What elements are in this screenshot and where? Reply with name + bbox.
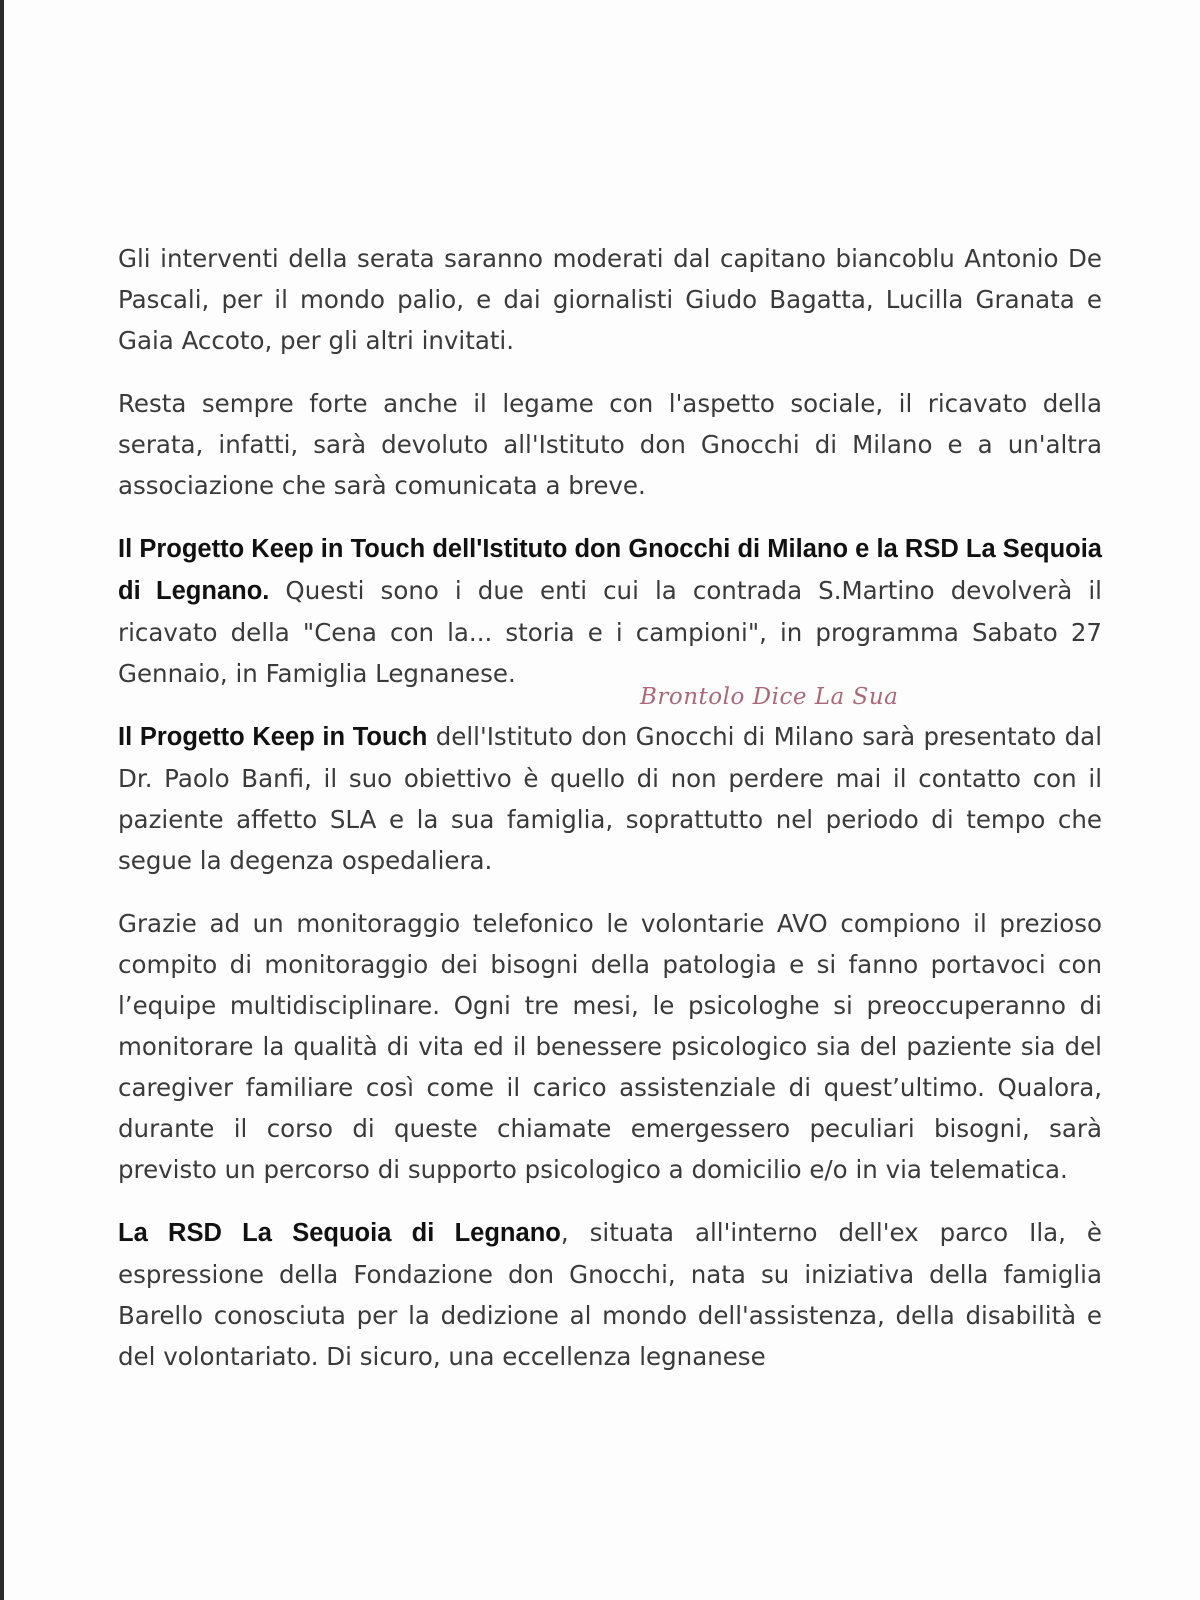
paragraph-text: , situata all'interno dell'ex parco Ila, è espressione della Fondazione don Gnocchi, nata su iniziativa della famiglia Barello conosciuta per la dedizione al mondo dell'assistenza, della disabilità e del volontariato. Di sicuro, una eccellenza legnanese <box>118 1218 1102 1371</box>
paragraph-keep-in-touch <box>118 716 1102 881</box>
paragraph-moderators <box>118 238 1102 361</box>
paragraph-text: Gli interventi della serata saranno moderati dal capitano biancoblu Antonio De Pascali, per il mondo palio, e dai giornalisti Giudo Bagatta, Lucilla Granata e Gaia Accoto, per gli altri invitati. <box>118 244 1102 355</box>
page-left-border <box>0 0 4 1600</box>
paragraph-lead-bold: Il Progetto Keep in Touch dell'Istituto don Gnocchi di Milano e la RSD La Sequoia di Legnano. <box>118 535 1102 605</box>
paragraph-text: Resta sempre forte anche il legame con l'aspetto sociale, il ricavato della serata, infatti, sarà devoluto all'Istituto don Gnocchi di Milano e a un'altra associazione che sarà comunicata a breve. <box>118 389 1102 500</box>
paragraph-lead-bold: La RSD La Sequoia di Legnano <box>118 1219 561 1247</box>
paragraph-rsd-sequoia <box>118 1212 1102 1377</box>
paragraph-text: dell'Istituto don Gnocchi di Milano sarà presentato dal Dr. Paolo Banfi, il suo obiettivo è quello di non perdere mai il contatto con il paziente affetto SLA e la sua famiglia, soprattutto nel periodo di tempo che segue la degenza ospedaliera. <box>118 722 1102 875</box>
paragraph-text: Questi sono i due enti cui la contrada S.Martino devolverà il ricavato della "Cena con la... storia e i campioni", in programma Sabato 27 Gennaio, in Famiglia Legnanese. <box>118 576 1102 688</box>
paragraph-beneficiaries <box>118 528 1102 694</box>
paragraph-monitoring <box>118 903 1102 1190</box>
paragraph-lead-bold: Il Progetto Keep in Touch <box>118 723 428 751</box>
paragraph-social <box>118 383 1102 506</box>
paragraph-text: Grazie ad un monitoraggio telefonico le volontarie AVO compiono il prezioso compito di monitoraggio dei bisogni della patologia e si fanno portavoci con l’equipe multidisciplinare. Ogni tre mesi, le psicologhe si preoccuperanno di monitorare la qualità di vita ed il benessere psicologico sia del paziente sia del caregiver familiare così come il carico assistenziale di quest’ultimo. Qualora, durante il corso di queste chiamate emergessero peculiari bisogni, sarà previsto un percorso di supporto psicologico a domicilio e/o in via telematica. <box>118 909 1102 1184</box>
article-body <box>118 238 1102 1399</box>
watermark: Brontolo Dice La Sua <box>640 684 899 710</box>
